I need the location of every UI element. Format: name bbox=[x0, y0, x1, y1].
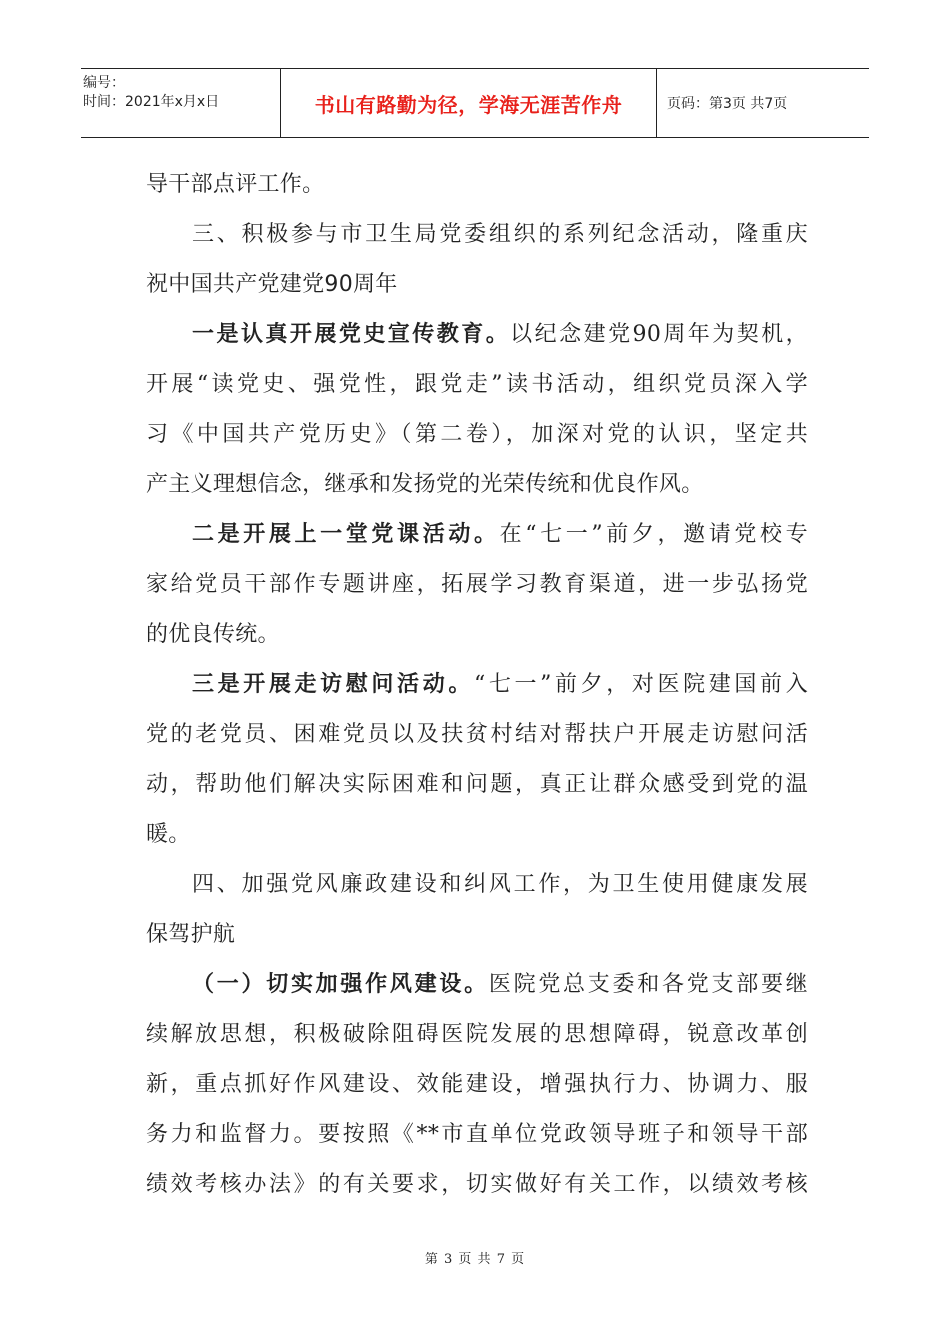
paragraph-line: 新，重点抓好作风建设、效能建设，增强执行力、协调力、服 bbox=[146, 1072, 808, 1097]
lead-phrase: 二是开展上一堂党课活动。 bbox=[192, 522, 500, 547]
paragraph-line bbox=[146, 510, 808, 560]
serial-number-label: 编号： bbox=[83, 75, 125, 91]
paragraph-line: 产主义理想信念，继承和发扬党的光荣传统和优良作风。 bbox=[146, 472, 704, 497]
paragraph-line: 家给党员干部作专题讲座，拓展学习教育渠道，进一步弘扬党 bbox=[146, 572, 808, 597]
page-footer: 第 3 页 共 7 页 bbox=[424, 1252, 526, 1267]
section-heading: 三、积极参与市卫生局党委组织的系列纪念活动，隆重庆 bbox=[192, 222, 808, 247]
paragraph-line: 导干部点评工作。 bbox=[146, 172, 325, 197]
header-motto: 书山有路勤为径，学海无涯苦作舟 bbox=[281, 69, 657, 137]
lead-phrase: 三是开展走访慰问活动。 bbox=[192, 672, 474, 697]
paragraph-line: 动，帮助他们解决实际困难和问题，真正让群众感受到党的温 bbox=[146, 772, 808, 797]
paragraph-line: 党的老党员、困难党员以及扶贫村结对帮扶户开展走访慰问活 bbox=[146, 722, 808, 747]
date-label: 时间：2021年x月x日 bbox=[83, 94, 220, 110]
lead-phrase: （一）切实加强作风建设。 bbox=[192, 972, 489, 997]
paragraph-line: 习《中国共产党历史》（第二卷），加深对党的认识，坚定共 bbox=[146, 422, 808, 447]
section-heading-cont: 祝中国共产党建党90周年 bbox=[146, 272, 398, 297]
lead-phrase: 一是认真开展党史宣传教育。 bbox=[192, 322, 511, 347]
section-heading-cont: 保驾护航 bbox=[146, 922, 236, 947]
paragraph-line: 开展“读党史、强党性，跟党走”读书活动，组织党员深入学 bbox=[146, 372, 808, 397]
paragraph-line bbox=[146, 310, 808, 360]
document-header bbox=[81, 68, 869, 138]
paragraph-line: 暖。 bbox=[146, 822, 191, 847]
section-heading: 四、加强党风廉政建设和纠风工作，为卫生使用健康发展 bbox=[192, 872, 808, 897]
paragraph-text: “七一”前夕，对医院建国前入 bbox=[473, 672, 808, 697]
paragraph-text: 以纪念建党90周年为契机， bbox=[510, 322, 808, 347]
document-body bbox=[146, 160, 808, 1210]
header-page-code: 页码：第3页 共7页 bbox=[667, 96, 788, 112]
paragraph-line: 绩效考核办法》的有关要求，切实做好有关工作，以绩效考核 bbox=[146, 1172, 808, 1197]
paragraph-line: 务力和监督力。要按照《**市直单位党政领导班子和领导干部 bbox=[146, 1122, 808, 1147]
paragraph-line: 续解放思想，积极破除阻碍医院发展的思想障碍，锐意改革创 bbox=[146, 1022, 808, 1047]
paragraph-text: 在“七一”前夕，邀请党校专 bbox=[499, 522, 808, 547]
paragraph-text: 医院党总支委和各党支部要继 bbox=[488, 972, 808, 997]
paragraph-line: 的优良传统。 bbox=[146, 622, 280, 647]
header-meta bbox=[81, 69, 281, 137]
paragraph-line bbox=[146, 660, 808, 710]
paragraph-line bbox=[146, 960, 808, 1010]
